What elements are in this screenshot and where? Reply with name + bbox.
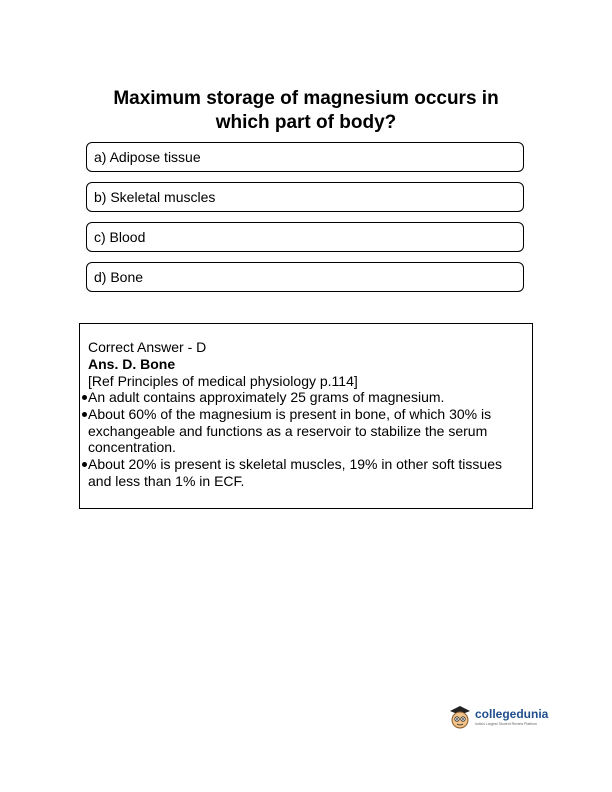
bullet-line: concentration. [88,439,176,455]
logo-wordmark: collegedunia [475,707,549,721]
bullet-line: About 20% is present is skeletal muscles, 19% in other soft tissues [88,456,502,472]
logo-tagline: India's Largest Student Review Platform [475,722,538,726]
reference-text: [Ref Principles of medical physiology p.114] [88,373,358,389]
bullet-line: exchangeable and functions as a reservoir to stabilize the serum [88,422,488,439]
question-title [60,87,552,135]
bullet-line: About 60% of the magnesium is present in bone, of which 30% is [88,406,492,422]
bullet-item [88,389,528,406]
bullet-item [88,456,528,489]
collegedunia-logo [448,705,548,735]
answer-heading: Ans. D. Bone [88,356,176,372]
option-c[interactable]: c) Blood [86,222,524,252]
question-line-1: Maximum storage of magnesium occurs in [113,88,499,109]
bullet-icon [82,412,87,417]
bullet-icon [82,395,87,400]
correct-answer-text: Correct Answer - D [88,339,207,355]
bullet-item [88,406,528,456]
bullet-line: and less than 1% in ECF. [88,472,245,489]
option-b[interactable]: b) Skeletal muscles [86,182,524,212]
bullet-line: An adult contains approximately 25 grams of magnesium. [88,389,445,405]
bullet-icon [82,462,87,467]
answer-box [79,323,533,509]
option-d[interactable]: d) Bone [86,262,524,292]
question-line-2: which part of body? [215,112,397,133]
option-a[interactable]: a) Adipose tissue [86,142,524,172]
mascot-icon [448,705,472,731]
